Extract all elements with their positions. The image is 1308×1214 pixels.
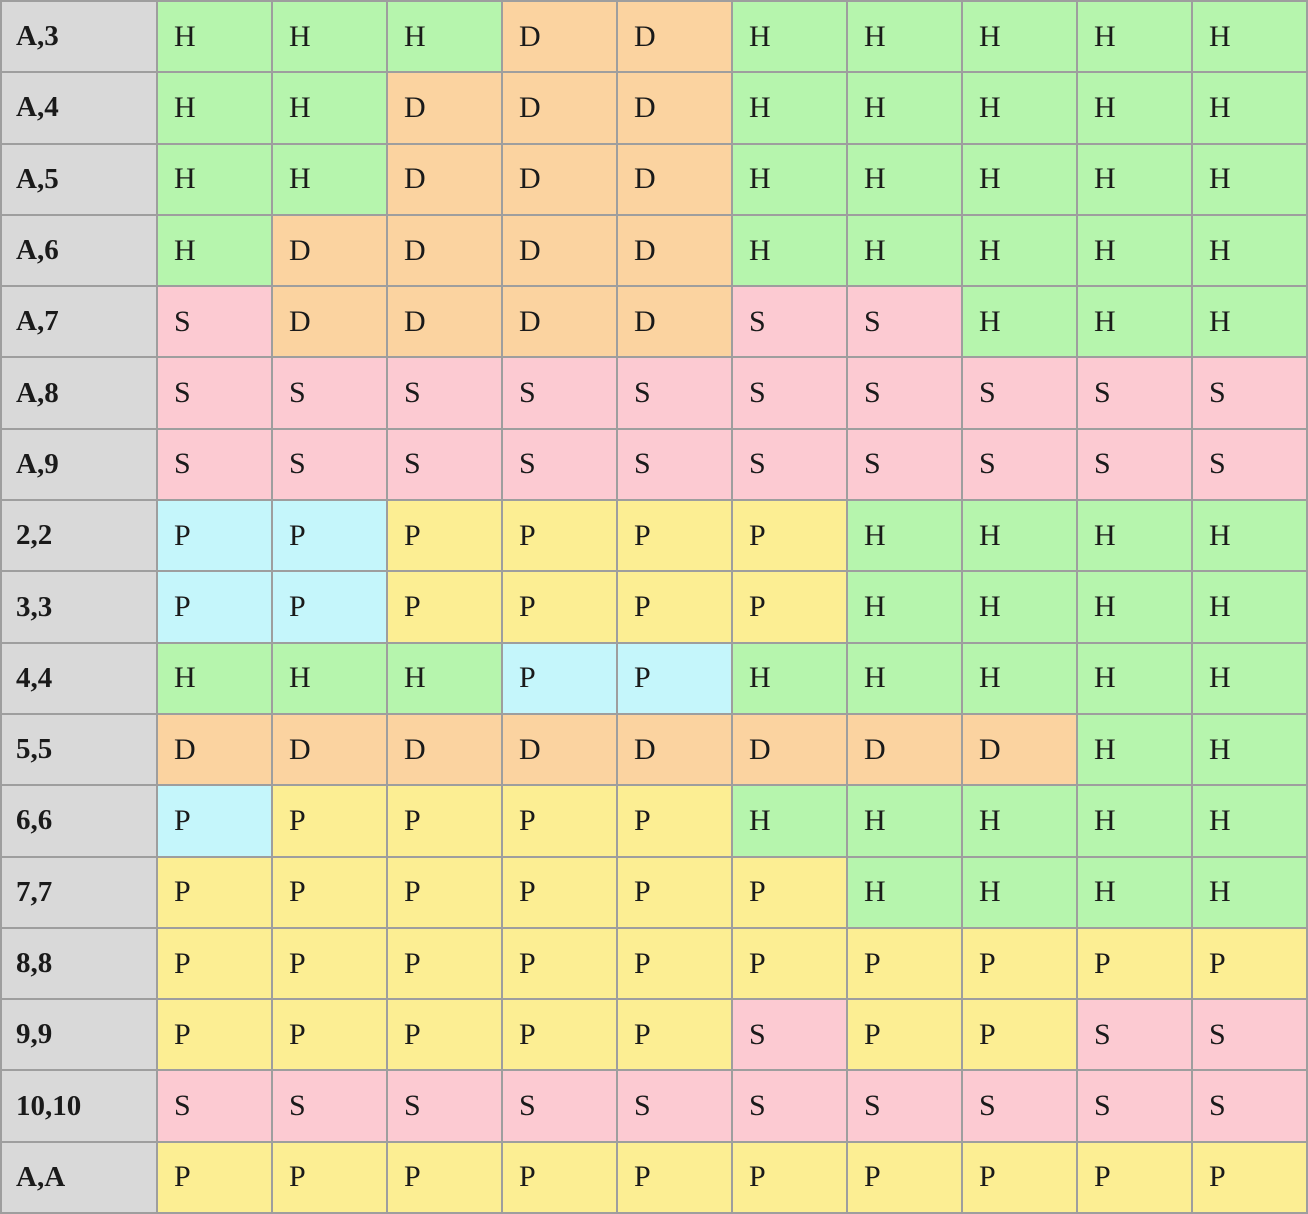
strategy-cell: S	[1192, 1070, 1307, 1141]
strategy-cell: S	[1192, 429, 1307, 500]
strategy-cell: P	[387, 857, 502, 928]
strategy-cell: S	[732, 286, 847, 357]
strategy-cell: P	[157, 928, 272, 999]
strategy-cell: H	[962, 1, 1077, 72]
table-row	[1, 500, 1307, 571]
strategy-cell: D	[502, 144, 617, 215]
strategy-cell: D	[617, 144, 732, 215]
strategy-cell: H	[847, 1, 962, 72]
strategy-cell: P	[502, 785, 617, 856]
strategy-cell: S	[617, 429, 732, 500]
strategy-cell: P	[502, 571, 617, 642]
strategy-cell: D	[502, 286, 617, 357]
strategy-cell: S	[732, 1070, 847, 1141]
strategy-cell: P	[502, 643, 617, 714]
strategy-cell: P	[272, 999, 387, 1070]
strategy-cell: P	[272, 785, 387, 856]
strategy-cell: P	[272, 928, 387, 999]
strategy-cell: H	[732, 785, 847, 856]
strategy-cell: P	[387, 785, 502, 856]
row-header-hand: 9,9	[1, 999, 157, 1070]
strategy-cell: S	[387, 1070, 502, 1141]
strategy-cell: S	[1192, 999, 1307, 1070]
strategy-cell: P	[1077, 1142, 1192, 1213]
strategy-cell: S	[962, 429, 1077, 500]
strategy-cell: P	[847, 999, 962, 1070]
strategy-cell: D	[502, 72, 617, 143]
strategy-cell: D	[387, 286, 502, 357]
strategy-cell: P	[617, 643, 732, 714]
row-header-hand: 6,6	[1, 785, 157, 856]
strategy-cell: D	[962, 714, 1077, 785]
row-header-hand: 5,5	[1, 714, 157, 785]
row-header-hand: 4,4	[1, 643, 157, 714]
strategy-cell: H	[1077, 714, 1192, 785]
row-header-hand: A,A	[1, 1142, 157, 1213]
strategy-cell: H	[962, 144, 1077, 215]
strategy-cell: P	[157, 857, 272, 928]
strategy-cell: H	[732, 1, 847, 72]
strategy-cell: P	[1192, 1142, 1307, 1213]
strategy-cell: H	[962, 286, 1077, 357]
table-row	[1, 857, 1307, 928]
strategy-cell: H	[1192, 144, 1307, 215]
strategy-cell: P	[502, 999, 617, 1070]
strategy-cell: P	[272, 571, 387, 642]
strategy-cell: P	[157, 500, 272, 571]
strategy-cell: P	[157, 571, 272, 642]
strategy-cell: D	[502, 215, 617, 286]
strategy-cell: P	[272, 500, 387, 571]
row-header-hand: 10,10	[1, 1070, 157, 1141]
strategy-cell: H	[1077, 785, 1192, 856]
strategy-cell: P	[617, 1142, 732, 1213]
table-row	[1, 215, 1307, 286]
table-row	[1, 357, 1307, 428]
strategy-cell: H	[272, 72, 387, 143]
strategy-cell: P	[502, 857, 617, 928]
strategy-cell: P	[387, 999, 502, 1070]
table-row	[1, 286, 1307, 357]
strategy-cell: H	[962, 857, 1077, 928]
strategy-cell: D	[387, 714, 502, 785]
strategy-cell: D	[387, 144, 502, 215]
strategy-cell: S	[962, 357, 1077, 428]
strategy-cell: D	[617, 215, 732, 286]
strategy-cell: P	[732, 1142, 847, 1213]
strategy-cell: S	[387, 357, 502, 428]
table-row	[1, 714, 1307, 785]
strategy-cell: P	[617, 571, 732, 642]
strategy-cell: H	[1077, 1, 1192, 72]
strategy-cell: H	[962, 785, 1077, 856]
table-row	[1, 571, 1307, 642]
table-row	[1, 1142, 1307, 1213]
strategy-cell: H	[1077, 857, 1192, 928]
strategy-cell: P	[157, 1142, 272, 1213]
strategy-cell: P	[962, 999, 1077, 1070]
table-row	[1, 785, 1307, 856]
strategy-cell: H	[1077, 643, 1192, 714]
strategy-cell: S	[847, 1070, 962, 1141]
strategy-cell: P	[732, 571, 847, 642]
strategy-cell: S	[1077, 999, 1192, 1070]
strategy-cell: P	[617, 857, 732, 928]
strategy-cell: D	[387, 72, 502, 143]
row-header-hand: A,6	[1, 215, 157, 286]
strategy-cell: H	[732, 72, 847, 143]
row-header-hand: A,9	[1, 429, 157, 500]
table-row	[1, 144, 1307, 215]
strategy-cell: D	[617, 72, 732, 143]
strategy-cell: S	[732, 999, 847, 1070]
strategy-cell: H	[962, 500, 1077, 571]
table-row	[1, 1, 1307, 72]
strategy-cell: S	[732, 429, 847, 500]
strategy-cell: P	[387, 571, 502, 642]
strategy-cell: H	[847, 215, 962, 286]
strategy-cell: S	[502, 357, 617, 428]
strategy-cell: P	[617, 928, 732, 999]
strategy-cell: H	[387, 1, 502, 72]
strategy-cell: D	[502, 1, 617, 72]
strategy-cell: P	[502, 500, 617, 571]
strategy-cell: P	[962, 1142, 1077, 1213]
strategy-cell: S	[157, 1070, 272, 1141]
row-header-hand: 3,3	[1, 571, 157, 642]
strategy-cell: H	[1077, 500, 1192, 571]
strategy-cell: H	[962, 643, 1077, 714]
strategy-cell: S	[1077, 357, 1192, 428]
strategy-cell: S	[847, 357, 962, 428]
strategy-cell: S	[617, 1070, 732, 1141]
strategy-cell: H	[387, 643, 502, 714]
strategy-cell: S	[1077, 429, 1192, 500]
strategy-cell: S	[157, 429, 272, 500]
strategy-cell: S	[732, 357, 847, 428]
row-header-hand: 2,2	[1, 500, 157, 571]
table-row	[1, 429, 1307, 500]
strategy-cell: P	[272, 857, 387, 928]
strategy-cell: D	[502, 714, 617, 785]
row-header-hand: A,4	[1, 72, 157, 143]
strategy-cell: D	[847, 714, 962, 785]
strategy-cell: P	[847, 1142, 962, 1213]
strategy-cell: H	[157, 144, 272, 215]
strategy-cell: D	[272, 714, 387, 785]
strategy-cell: D	[387, 215, 502, 286]
strategy-cell: S	[847, 286, 962, 357]
strategy-cell: P	[387, 928, 502, 999]
strategy-cell: S	[157, 357, 272, 428]
strategy-cell: H	[1192, 286, 1307, 357]
row-header-hand: A,3	[1, 1, 157, 72]
strategy-cell: H	[272, 144, 387, 215]
strategy-chart-body	[1, 1, 1307, 1213]
strategy-cell: S	[272, 429, 387, 500]
strategy-cell: P	[847, 928, 962, 999]
strategy-cell: P	[962, 928, 1077, 999]
strategy-cell: H	[1192, 643, 1307, 714]
strategy-cell: H	[157, 1, 272, 72]
strategy-cell: S	[272, 1070, 387, 1141]
strategy-cell: H	[1192, 714, 1307, 785]
strategy-cell: H	[1077, 144, 1192, 215]
strategy-cell: H	[847, 144, 962, 215]
strategy-cell: S	[847, 429, 962, 500]
strategy-cell: P	[387, 1142, 502, 1213]
strategy-cell: P	[502, 1142, 617, 1213]
strategy-cell: H	[1192, 215, 1307, 286]
strategy-cell: H	[1192, 857, 1307, 928]
strategy-cell: P	[157, 999, 272, 1070]
row-header-hand: A,7	[1, 286, 157, 357]
strategy-cell: P	[617, 785, 732, 856]
row-header-hand: A,8	[1, 357, 157, 428]
strategy-cell: H	[847, 72, 962, 143]
strategy-cell: P	[502, 928, 617, 999]
strategy-cell: H	[847, 571, 962, 642]
strategy-cell: P	[617, 999, 732, 1070]
strategy-cell: H	[157, 643, 272, 714]
strategy-cell: S	[157, 286, 272, 357]
strategy-cell: P	[272, 1142, 387, 1213]
strategy-cell: H	[1192, 785, 1307, 856]
strategy-cell: S	[387, 429, 502, 500]
strategy-cell: D	[617, 714, 732, 785]
strategy-cell: H	[1077, 571, 1192, 642]
strategy-cell: D	[272, 286, 387, 357]
strategy-cell: H	[847, 785, 962, 856]
strategy-cell: P	[1077, 928, 1192, 999]
strategy-cell: H	[1192, 1, 1307, 72]
strategy-cell: D	[732, 714, 847, 785]
row-header-hand: 8,8	[1, 928, 157, 999]
strategy-cell: H	[157, 72, 272, 143]
strategy-cell: H	[1077, 286, 1192, 357]
strategy-cell: H	[732, 215, 847, 286]
strategy-cell: S	[502, 429, 617, 500]
strategy-cell: H	[962, 571, 1077, 642]
strategy-cell: S	[502, 1070, 617, 1141]
strategy-cell: P	[732, 928, 847, 999]
strategy-cell: H	[1192, 72, 1307, 143]
strategy-cell: H	[272, 643, 387, 714]
strategy-cell: H	[1077, 215, 1192, 286]
strategy-cell: H	[962, 72, 1077, 143]
strategy-cell: P	[732, 857, 847, 928]
strategy-cell: D	[617, 286, 732, 357]
strategy-cell: H	[1192, 500, 1307, 571]
strategy-cell: H	[847, 500, 962, 571]
strategy-cell: H	[962, 215, 1077, 286]
strategy-cell: S	[272, 357, 387, 428]
strategy-cell: D	[272, 215, 387, 286]
strategy-cell: H	[732, 144, 847, 215]
table-row	[1, 643, 1307, 714]
row-header-hand: A,5	[1, 144, 157, 215]
strategy-cell: H	[847, 857, 962, 928]
table-row	[1, 999, 1307, 1070]
strategy-cell: H	[157, 215, 272, 286]
strategy-cell: P	[387, 500, 502, 571]
table-row	[1, 72, 1307, 143]
strategy-cell: H	[732, 643, 847, 714]
strategy-cell: S	[1192, 357, 1307, 428]
strategy-cell: S	[1077, 1070, 1192, 1141]
strategy-cell: P	[732, 500, 847, 571]
strategy-cell: S	[617, 357, 732, 428]
table-row	[1, 1070, 1307, 1141]
strategy-cell: P	[157, 785, 272, 856]
strategy-cell: D	[617, 1, 732, 72]
strategy-cell: H	[847, 643, 962, 714]
strategy-cell: D	[157, 714, 272, 785]
strategy-cell: H	[272, 1, 387, 72]
strategy-cell: H	[1077, 72, 1192, 143]
strategy-cell: S	[962, 1070, 1077, 1141]
strategy-cell: P	[1192, 928, 1307, 999]
row-header-hand: 7,7	[1, 857, 157, 928]
strategy-cell: H	[1192, 571, 1307, 642]
table-row	[1, 928, 1307, 999]
strategy-cell: P	[617, 500, 732, 571]
